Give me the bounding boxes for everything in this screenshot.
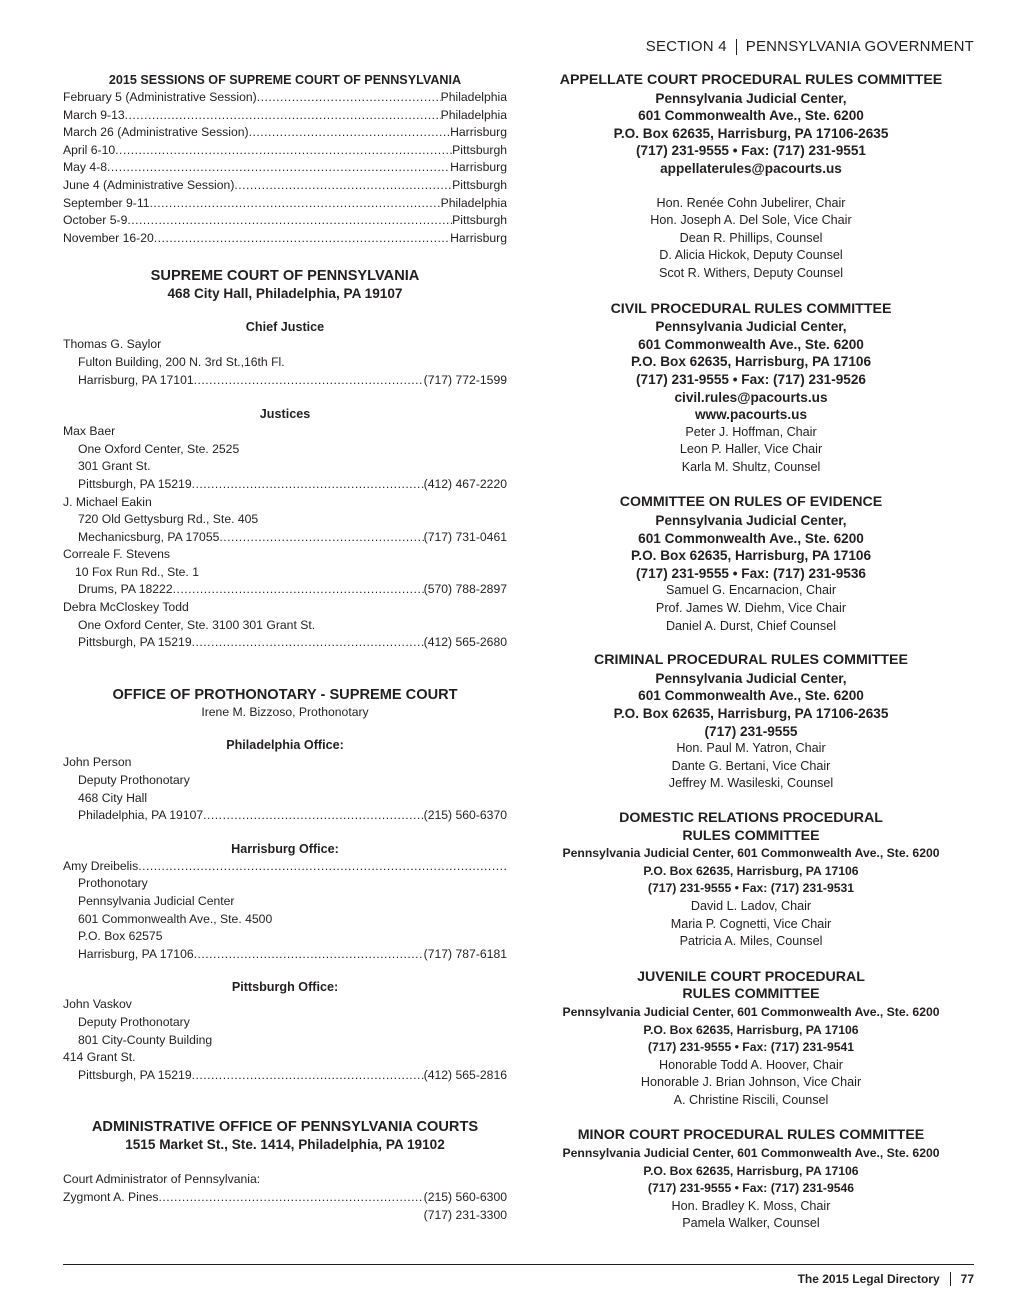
- committee-address-line: 601 Commonwealth Ave., Ste. 6200: [638, 108, 864, 124]
- committee-phone-line: (717) 231-9555 • Fax: (717) 231-9531: [647, 881, 855, 896]
- address-line: 10 Fox Run Rd., Ste. 1: [75, 564, 199, 579]
- committee-member: Peter J. Hoffman, Chair: [685, 424, 817, 439]
- committee-member: Honorable J. Brian Johnson, Vice Chair: [640, 1075, 862, 1090]
- list-item: March 9-13 ..... Philadelphia: [63, 107, 507, 125]
- committee-title: DOMESTIC RELATIONS PROCEDURAL: [619, 809, 883, 826]
- address-phone-row: Mechanicsburg, PA 17055 ..... (717) 731-0461: [63, 529, 507, 547]
- committee-address-line: 601 Commonwealth Ave., Ste. 6200: [638, 530, 864, 546]
- committee-address-line: P.O. Box 62635, Harrisburg, PA 17106: [630, 354, 872, 370]
- chief-justice-name: Thomas G. Saylor: [63, 337, 162, 352]
- committee-address-line: P.O. Box 62635, Harrisburg, PA 17106-2635: [613, 125, 889, 141]
- aopc-phone-2: (717) 231-3300: [423, 1207, 507, 1222]
- address-line: Pennsylvania Judicial Center: [78, 894, 235, 908]
- justices-heading: Justices: [259, 407, 311, 422]
- committee-member: Dean R. Phillips, Counsel: [679, 230, 823, 245]
- committee-member: Hon. Joseph A. Del Sole, Vice Chair: [650, 213, 852, 228]
- committee-member: Pamela Walker, Counsel: [682, 1216, 820, 1231]
- appellate-committee: [540, 72, 962, 283]
- address-line: P.O. Box 62575: [78, 929, 163, 944]
- committee-title: COMMITTEE ON RULES OF EVIDENCE: [619, 494, 883, 511]
- list-item: May 4-8 ..... Harrisburg: [63, 159, 507, 177]
- address-line: 720 Old Gettysburg Rd., Ste. 405: [78, 512, 259, 527]
- committee-address-line: 601 Commonwealth Ave., Ste. 6200: [638, 336, 864, 352]
- committee-address-line: P.O. Box 62635, Harrisburg, PA 17106: [643, 1163, 859, 1178]
- committee-address-line: P.O. Box 62635, Harrisburg, PA 17106: [643, 863, 859, 878]
- list-item: September 9-11 ..... Philadelphia: [63, 195, 507, 213]
- committee-address-line: Pennsylvania Judicial Center,: [655, 90, 847, 106]
- header-divider: [736, 39, 737, 55]
- justice-name: Debra McCloskey Todd: [63, 600, 189, 615]
- address-line: 601 Commonwealth Ave., Ste. 4500: [78, 911, 273, 926]
- list-item: February 5 (Administrative Session) ..... Philadelphia: [63, 89, 507, 107]
- committee-phone-line: (717) 231-9555 • Fax: (717) 231-9541: [647, 1040, 855, 1055]
- aopc-phone-row: Zygmont A. Pines ..... (215) 560-6300: [63, 1189, 507, 1207]
- committee-address-line: Pennsylvania Judicial Center, 601 Commonwealth Ave., Ste. 6200: [562, 1146, 940, 1161]
- committee-address-line: P.O. Box 62635, Harrisburg, PA 17106-2635: [613, 706, 889, 721]
- criminal-committee: [540, 652, 962, 793]
- committee-address-line: Pennsylvania Judicial Center, 601 Commonwealth Ave., Ste. 6200: [562, 846, 940, 861]
- justice-name: Max Baer: [63, 424, 116, 439]
- address-line: Fulton Building, 200 N. 3rd St.,16th Fl.: [78, 354, 285, 369]
- harrisburg-office-heading: Harrisburg Office:: [231, 841, 339, 856]
- person-role: Prothonotary: [78, 876, 148, 891]
- footer-title: The 2015 Legal Directory: [797, 1272, 940, 1286]
- committee-member: David L. Ladov, Chair: [690, 898, 812, 913]
- justice-name: J. Michael Eakin: [63, 494, 152, 509]
- list-item: April 6-10 ..... Pittsburgh: [63, 142, 507, 160]
- list-item: November 16-20 ..... Harrisburg: [63, 230, 507, 248]
- committee-email: appellaterules@pacourts.us: [660, 160, 842, 176]
- committee-title: JUVENILE COURT PROCEDURAL: [637, 968, 865, 985]
- committee-address-line: Pennsylvania Judicial Center,: [655, 513, 847, 529]
- domestic-relations-committee: [540, 810, 962, 951]
- address-phone-row: Pittsburgh, PA 15219 ..... (412) 467-2220: [63, 476, 507, 494]
- person-role: Deputy Prothonotary: [78, 773, 190, 788]
- committee-member: Scot R. Withers, Deputy Counsel: [658, 265, 844, 280]
- committee-member: Honorable Todd A. Hoover, Chair: [659, 1057, 843, 1072]
- address-phone-row: Pittsburgh, PA 15219 ..... (412) 565-2816: [63, 1067, 507, 1085]
- prothonotary-subtitle: Irene M. Bizzoso, Prothonotary: [201, 704, 369, 719]
- list-item: October 5-9 ..... Pittsburgh: [63, 212, 507, 230]
- committee-member: Karla M. Shultz, Counsel: [681, 459, 821, 474]
- committee-title: CRIMINAL PROCEDURAL RULES COMMITTEE: [594, 652, 908, 669]
- page-header: [646, 38, 974, 55]
- page-footer: [798, 1272, 974, 1286]
- committee-address-line: Pennsylvania Judicial Center,: [655, 319, 847, 335]
- civil-committee: [540, 301, 962, 477]
- committee-title: MINOR COURT PROCEDURAL RULES COMMITTEE: [577, 1127, 925, 1144]
- pittsburgh-office-heading: Pittsburgh Office:: [231, 980, 339, 995]
- committee-website: www.pacourts.us: [694, 407, 808, 423]
- right-column: [540, 72, 962, 1233]
- list-item: March 26 (Administrative Session) ..... Harrisburg: [63, 124, 507, 142]
- committee-member: Dante G. Bertani, Vice Chair: [671, 758, 831, 773]
- committee-phone-line: (717) 231-9555: [704, 723, 798, 739]
- committee-title-line-2: RULES COMMITTEE: [682, 827, 820, 844]
- juvenile-committee: [540, 969, 962, 1110]
- committee-member: Samuel G. Encarnacion, Chair: [665, 583, 837, 598]
- committee-address-line: 601 Commonwealth Ave., Ste. 6200: [638, 688, 864, 704]
- evidence-committee: [540, 494, 962, 635]
- sessions-title: 2015 SESSIONS OF SUPREME COURT OF PENNSYLVANIA: [108, 73, 462, 87]
- section-title: PENNSYLVANIA GOVERNMENT: [745, 38, 974, 55]
- committee-member: Hon. Renée Cohn Jubelirer, Chair: [656, 195, 846, 210]
- committee-phone-line: (717) 231-9555 • Fax: (717) 231-9551: [636, 143, 866, 159]
- committee-title-line-2: RULES COMMITTEE: [682, 986, 820, 1003]
- sessions-list: [63, 89, 507, 247]
- committee-member: D. Alicia Hickok, Deputy Counsel: [659, 248, 843, 263]
- committee-member: Patricia A. Miles, Counsel: [679, 934, 823, 949]
- supreme-court-title: SUPREME COURT OF PENNSYLVANIA: [150, 268, 420, 285]
- committee-title: APPELLATE COURT PROCEDURAL RULES COMMITTEE: [559, 72, 943, 88]
- address-line: One Oxford Center, Ste. 3100 301 Grant St.: [78, 617, 316, 632]
- chief-justice-heading: Chief Justice: [245, 320, 325, 335]
- committee-title: CIVIL PROCEDURAL RULES COMMITTEE: [610, 300, 892, 317]
- committee-member: Maria P. Cognetti, Vice Chair: [670, 916, 832, 931]
- committee-email: civil.rules@pacourts.us: [674, 389, 828, 405]
- aopc-label: Court Administrator of Pennsylvania:: [63, 1172, 261, 1187]
- committee-member: Jeffrey M. Wasileski, Counsel: [668, 776, 834, 791]
- committee-phone-line: (717) 231-9555 • Fax: (717) 231-9546: [647, 1181, 855, 1196]
- section-label: SECTION 4: [645, 38, 727, 55]
- committee-address-line: Pennsylvania Judicial Center,: [655, 670, 847, 686]
- address-phone-row: Drums, PA 18222 ..... (570) 788-2897: [63, 581, 507, 599]
- aopc-title: ADMINISTRATIVE OFFICE OF PENNSYLVANIA COURTS: [91, 1119, 479, 1136]
- address-line: 801 City-County Building: [78, 1032, 213, 1047]
- committee-member: Hon. Paul M. Yatron, Chair: [676, 741, 826, 756]
- aopc-address: 1515 Market St., Ste. 1414, Philadelphia, PA 19102: [125, 1137, 445, 1153]
- committee-member: Prof. James W. Diehm, Vice Chair: [655, 601, 847, 616]
- philadelphia-office-heading: Philadelphia Office:: [226, 738, 344, 753]
- committee-address-line: P.O. Box 62635, Harrisburg, PA 17106: [643, 1022, 859, 1037]
- committee-address-line: P.O. Box 62635, Harrisburg, PA 17106: [630, 548, 872, 564]
- supreme-court-address: 468 City Hall, Philadelphia, PA 19107: [167, 286, 403, 302]
- committee-phone-line: (717) 231-9555 • Fax: (717) 231-9536: [636, 565, 866, 581]
- list-item: June 4 (Administrative Session) ..... Pittsburgh: [63, 177, 507, 195]
- committee-member: A. Christine Riscili, Counsel: [673, 1092, 829, 1107]
- minor-court-committee: [540, 1127, 962, 1233]
- address-line: 414 Grant St.: [63, 1050, 136, 1065]
- footer-divider: [63, 1264, 974, 1265]
- page-number: 77: [960, 1272, 974, 1286]
- person-name: John Vaskov: [63, 997, 132, 1012]
- prothonotary-title: OFFICE OF PROTHONOTARY - SUPREME COURT: [112, 686, 458, 703]
- address-phone-row: Pittsburgh, PA 15219 ..... (412) 565-2680: [63, 634, 507, 652]
- footer-bar: [950, 1272, 951, 1286]
- address-phone-row: Philadelphia, PA 19107 ..... (215) 560-6370: [63, 807, 507, 825]
- committee-address-line: Pennsylvania Judicial Center, 601 Commonwealth Ave., Ste. 6200: [562, 1004, 940, 1019]
- person-name-row: Amy Dreibelis .....: [63, 858, 507, 876]
- address-line: 468 City Hall: [78, 790, 148, 805]
- committee-member: Hon. Bradley K. Moss, Chair: [671, 1198, 831, 1213]
- person-role: Deputy Prothonotary: [78, 1014, 190, 1029]
- address-line: 301 Grant St.: [78, 459, 151, 474]
- committee-member: Leon P. Haller, Vice Chair: [679, 442, 823, 457]
- person-name: John Person: [63, 755, 132, 770]
- committee-member: Daniel A. Durst, Chief Counsel: [665, 618, 837, 633]
- address-phone-row: Harrisburg, PA 17106 ..... (717) 787-6181: [63, 946, 507, 964]
- address-phone-row: Harrisburg, PA 17101 ..... (717) 772-1599: [63, 372, 507, 390]
- justice-name: Correale F. Stevens: [63, 547, 171, 562]
- address-line: One Oxford Center, Ste. 2525: [78, 441, 240, 456]
- left-column: [63, 72, 507, 1224]
- committee-phone-line: (717) 231-9555 • Fax: (717) 231-9526: [636, 371, 866, 387]
